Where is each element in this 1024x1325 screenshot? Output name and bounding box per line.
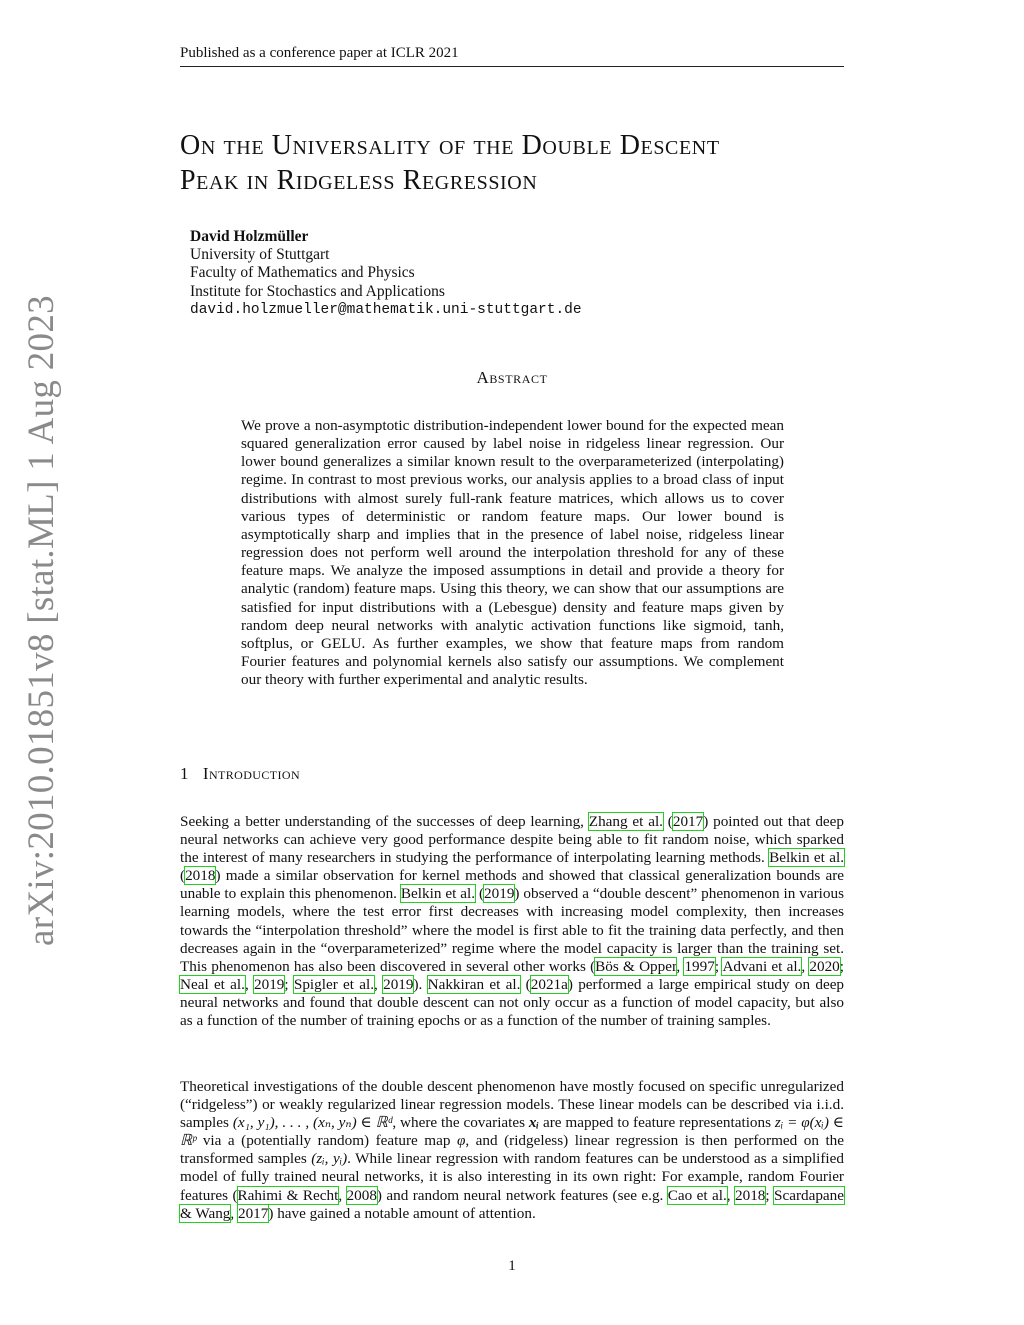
citation-link[interactable]: Spigler et al.: [293, 975, 375, 993]
citation-link[interactable]: Belkin et al.: [769, 849, 844, 867]
citation-link[interactable]: 1997: [684, 957, 715, 975]
citation-link[interactable]: Rahimi & Recht: [237, 1186, 339, 1204]
text-run: (: [475, 885, 485, 903]
citation-link[interactable]: Zhang et al.: [588, 813, 663, 830]
text-run: ,: [230, 1204, 238, 1222]
text-run: ) have gained a notable amount of attention.: [268, 1204, 536, 1222]
introduction-paragraph-2: [180, 1078, 844, 1223]
section-title: Introduction: [202, 764, 301, 783]
text-run: (: [662, 813, 673, 830]
section-number: 1: [180, 764, 189, 783]
text-run: ) made a similar observation for kernel methods and showed that classical generalization bounds are unable to explain this phenomenon.: [180, 867, 844, 903]
text-run: ) pointed out that deep neural networks can achieve very good performance despite being able to fit random noise, which sparked the interest of many researchers in studying the performance of interpolating learning methods.: [180, 813, 844, 867]
abstract-text: We prove a non-asymptotic distribution-independent lower bound for the expected mean squared generalization error caused by label noise in ridgeless linear regression. Our lower bound generalizes a similar known result to the overparameterized (interpolating) regime. In contrast to most previous works, our analysis applies to a broad class of input distributions with almost surely full-rank feature matrices, which allows us to cover various types of deterministic or random feature maps. Our lower bound is asymptotically sharp and implies that in the presence of label noise, ridgeless linear regression does not perform well around the interpolation threshold for any of these feature maps. We analyze the imposed assumptions in detail and provide a theory for analytic (random) feature maps. Using this theory, we can show that our assumptions are satisfied for input distributions with a (Lebesgue) density and feature maps given by random deep neural networks with analytic activation functions like sigmoid, tanh, softplus, or GELU. As further examples, we show that feature maps from random Fourier features and polynomial kernels also satisfy our assumptions. We complement our theory with further experimental and analytic results.: [241, 417, 784, 689]
text-run: ) performed a large empirical study on deep neural networks and found that double descent can not only occur as a function of model capacity, but also as a function of the number of training epochs or as a function of the number of training samples.: [180, 975, 845, 1030]
paper-title: [180, 128, 860, 198]
citation-link[interactable]: Advani et al.: [722, 957, 802, 975]
text-run: ).: [413, 975, 428, 993]
text-run: , where the covariates: [392, 1114, 529, 1132]
text-run: ) observed a “double descent” phenomenon in various learning models, where the test error first decreases with increasing model complexity, then increases towards the “interpolation threshold” where the model is first able to fit the training data perfectly, and then decreases again in the “overparameterized” regime where the model capacity is larger than the training set. This phenomenon has also been discovered in several other works (: [180, 885, 844, 975]
citation-link[interactable]: 2020: [809, 957, 840, 975]
introduction-paragraph-1: [180, 813, 844, 1030]
math-inline: zᵢ = φ(xᵢ) ∈ ℝᵖ: [180, 1114, 845, 1150]
citation-link[interactable]: Belkin et al.: [400, 885, 476, 903]
citation-link[interactable]: 2017: [672, 813, 704, 830]
math-inline: φ: [456, 1132, 466, 1150]
running-head: Published as a conference paper at ICLR 2021: [180, 44, 844, 67]
text-run: , and (ridgeless) linear regression is then performed on the transformed samples: [180, 1132, 844, 1168]
citation-link[interactable]: Bös & Opper: [595, 957, 677, 975]
text-run: ;: [839, 957, 844, 975]
text-run: Seeking a better understanding of the successes of deep learning,: [180, 813, 589, 830]
citation-link[interactable]: 2018: [735, 1186, 766, 1204]
text-run: ;: [714, 957, 723, 975]
citation-link[interactable]: 2018: [185, 867, 216, 885]
text-run: ,: [338, 1186, 347, 1204]
citation-link[interactable]: Cao et al.: [667, 1186, 727, 1204]
abstract-heading: Abstract: [476, 368, 548, 387]
citation-link[interactable]: 2017: [237, 1204, 269, 1222]
section-heading-introduction: [180, 764, 300, 784]
citation-link[interactable]: 2021a: [530, 975, 568, 993]
text-run: ,: [726, 1186, 735, 1204]
text-run: ,: [244, 975, 255, 993]
text-run: ,: [676, 957, 685, 975]
title-line-2: Peak in Ridgeless Regression: [180, 165, 538, 196]
author-affiliation-institute: Institute for Stochastics and Applications: [190, 282, 445, 300]
text-run: ,: [801, 957, 810, 975]
citation-link[interactable]: 2019: [383, 975, 414, 993]
citation-link[interactable]: 2019: [254, 975, 285, 993]
text-run: (: [520, 975, 531, 993]
citation-link[interactable]: Nakkiran et al.: [427, 975, 521, 993]
author-email: david.holzmueller@mathematik.uni-stuttgart.de: [190, 301, 582, 318]
text-run: ,: [374, 975, 384, 993]
math-inline: (x₁, y₁), . . . , (xₙ, yₙ) ∈ ℝᵈ: [232, 1114, 393, 1132]
math-inline: xᵢ: [528, 1114, 540, 1132]
math-inline: (zᵢ, yᵢ): [311, 1150, 348, 1168]
text-run: ;: [284, 975, 294, 993]
page-number: 1: [508, 1258, 516, 1274]
citation-link[interactable]: 2008: [346, 1186, 377, 1204]
text-run: . While linear regression with random features can be understood as a simplified model of fully trained neural networks, it is also interesting in its own right: For example, random Fourier features (: [180, 1150, 844, 1204]
text-run: are mapped to feature representations: [539, 1114, 775, 1132]
author-affiliation-university: University of Stuttgart: [190, 246, 330, 264]
text-run: ;: [765, 1186, 775, 1204]
title-line-1: On the Universality of the Double Descent: [180, 130, 720, 161]
arxiv-identifier-stamp: arXiv:2010.01851v8 [stat.ML] 1 Aug 2023: [21, 295, 62, 946]
text-run: Theoretical investigations of the double descent phenomenon have mostly focused on specific unregularized (“ridgeless”) or weakly regularized linear regression models. These linear models can be described via i.i.d. samples: [180, 1078, 844, 1132]
author-affiliation-faculty: Faculty of Mathematics and Physics: [190, 264, 415, 282]
author-name: David Holzmüller: [190, 228, 309, 245]
author-block: [190, 228, 582, 319]
citation-link[interactable]: Scardapane & Wang: [180, 1186, 845, 1222]
citation-link[interactable]: 2019: [484, 885, 515, 903]
text-run: (: [180, 867, 186, 885]
text-run: ) and random neural network features (see e.g.: [376, 1186, 668, 1204]
citation-link[interactable]: Neal et al.: [180, 975, 245, 993]
text-run: via a (potentially random) feature map: [196, 1132, 457, 1150]
